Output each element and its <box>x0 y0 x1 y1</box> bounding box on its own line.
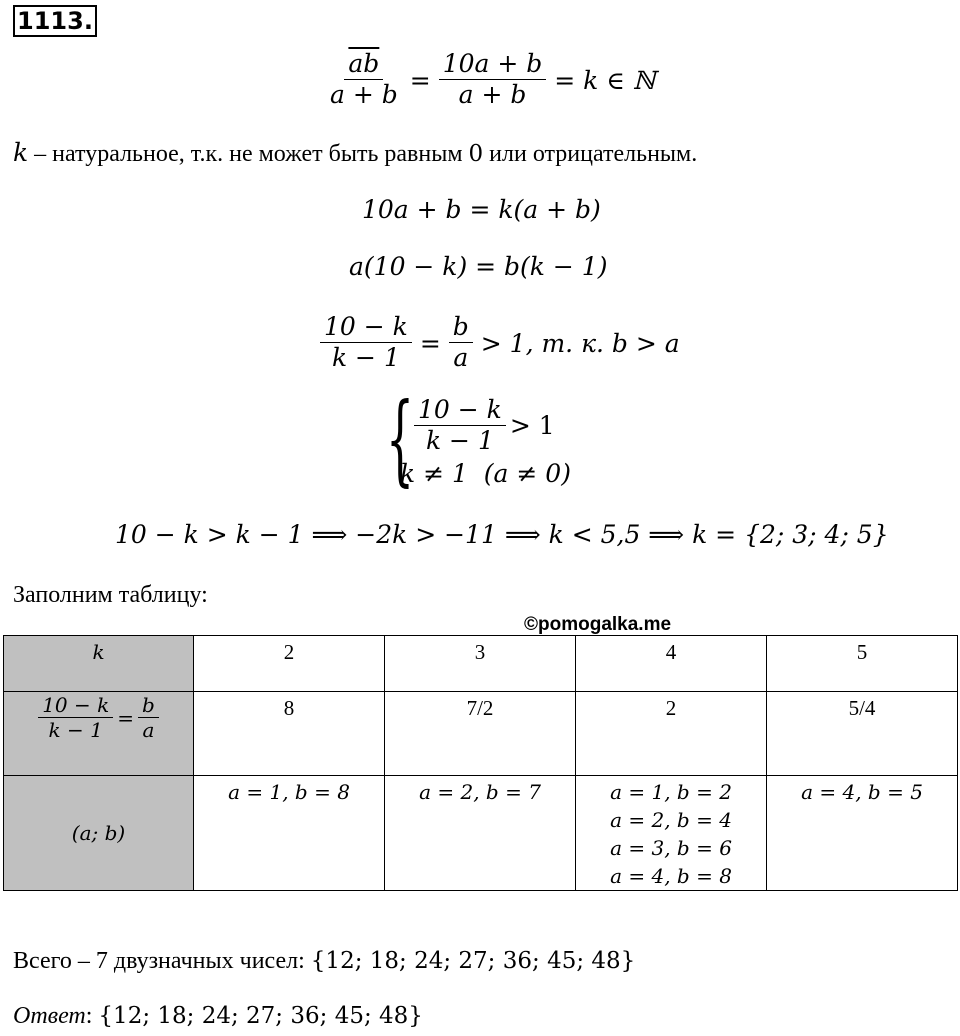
numerator: 10a + b <box>439 50 547 80</box>
table-row-pairs <box>4 776 958 891</box>
equation-tail: > 1, т. к. b > a <box>480 328 680 358</box>
numerator: b <box>449 313 473 343</box>
table-header-cell: $\frac{10 - k}{k - 1}$ = $\frac{b}{a}$ <box>4 692 194 776</box>
numerator: $\overline{ab}$ <box>344 50 383 80</box>
equation-system <box>386 383 586 497</box>
table-cell: 8 <box>194 692 385 776</box>
system-line-2: k ≠ 1 (a ≠ 0) <box>400 459 571 488</box>
total-text: Всего – 7 двузначных чисел: <box>13 948 311 974</box>
fraction-ab-over-sum <box>326 50 402 110</box>
fraction-10-minus-k <box>414 396 506 456</box>
equation-ratio <box>326 40 656 120</box>
values-table <box>3 635 958 891</box>
table-row-k <box>4 636 958 692</box>
table-cell: 2 <box>576 692 767 776</box>
answer-set: {12; 18; 24; 27; 36; 45; 48} <box>98 1003 423 1029</box>
watermark: ©pomogalka.me <box>524 614 672 635</box>
equation-2: 10a + b = k(a + b) <box>362 195 601 224</box>
table-header-cell: k <box>4 636 194 692</box>
greater-than-one: > 1 <box>509 411 555 441</box>
fraction-10a-plus-b <box>439 50 547 110</box>
table-cell: 5 <box>767 636 958 692</box>
equation-3: a(10 − k) = b(k − 1) <box>349 252 608 281</box>
numerator: 10 − k <box>414 396 506 426</box>
table-cell: 5/4 <box>767 692 958 776</box>
equals-sign: = <box>419 328 441 358</box>
table-cell: a = 1, b = 8 <box>194 776 385 891</box>
note-text-2: или отрицательным. <box>483 141 698 167</box>
zero: 0 <box>468 141 484 167</box>
table-cell: a = 4, b = 5 <box>767 776 958 891</box>
table-cell: 2 <box>194 636 385 692</box>
left-brace-icon: { <box>386 383 415 497</box>
table-cell: 3 <box>385 636 576 692</box>
table-cell: a = 2, b = 7 <box>385 776 576 891</box>
equation-tail: = k ∈ ℕ <box>554 65 656 95</box>
denominator: a <box>453 342 469 372</box>
denominator: k − 1 <box>331 342 400 372</box>
note-text: – натуральное, т.к. не может быть равным <box>28 141 469 167</box>
answer <box>13 1003 423 1030</box>
equation-5: 10 − k > k − 1 ⟹ −2k > −11 ⟹ k < 5,5 ⟹ k = {2; 3; 4; 5} <box>115 520 889 549</box>
total-set: {12; 18; 24; 27; 36; 45; 48} <box>310 948 636 974</box>
problem-number: 1113. <box>13 5 97 37</box>
table-header-cell: (a; b) <box>4 776 194 891</box>
note-k-natural <box>13 138 697 168</box>
table-cell: 7/2 <box>385 692 576 776</box>
var-k: k <box>13 138 29 167</box>
fraction-b-over-a <box>449 313 473 373</box>
table-row-ratio <box>4 692 958 776</box>
numerator: 10 − k <box>320 313 412 343</box>
fill-table-text: Заполним таблицу: <box>13 582 208 608</box>
denominator: a + b <box>458 79 527 109</box>
table-cell: 4 <box>576 636 767 692</box>
denominator: a + b <box>330 79 398 109</box>
total-count <box>13 948 635 975</box>
system-line-1 <box>414 396 555 456</box>
denominator: k − 1 <box>425 425 494 455</box>
answer-label: Ответ <box>13 1003 86 1029</box>
answer-colon: : <box>85 1003 99 1029</box>
equals-sign: = <box>409 65 431 95</box>
fraction-10-minus-k <box>320 313 412 373</box>
table-cell: a = 1, b = 2 a = 2, b = 4 a = 3, b = 6 a = 4, b = 8 <box>576 776 767 891</box>
equation-4 <box>320 308 680 378</box>
